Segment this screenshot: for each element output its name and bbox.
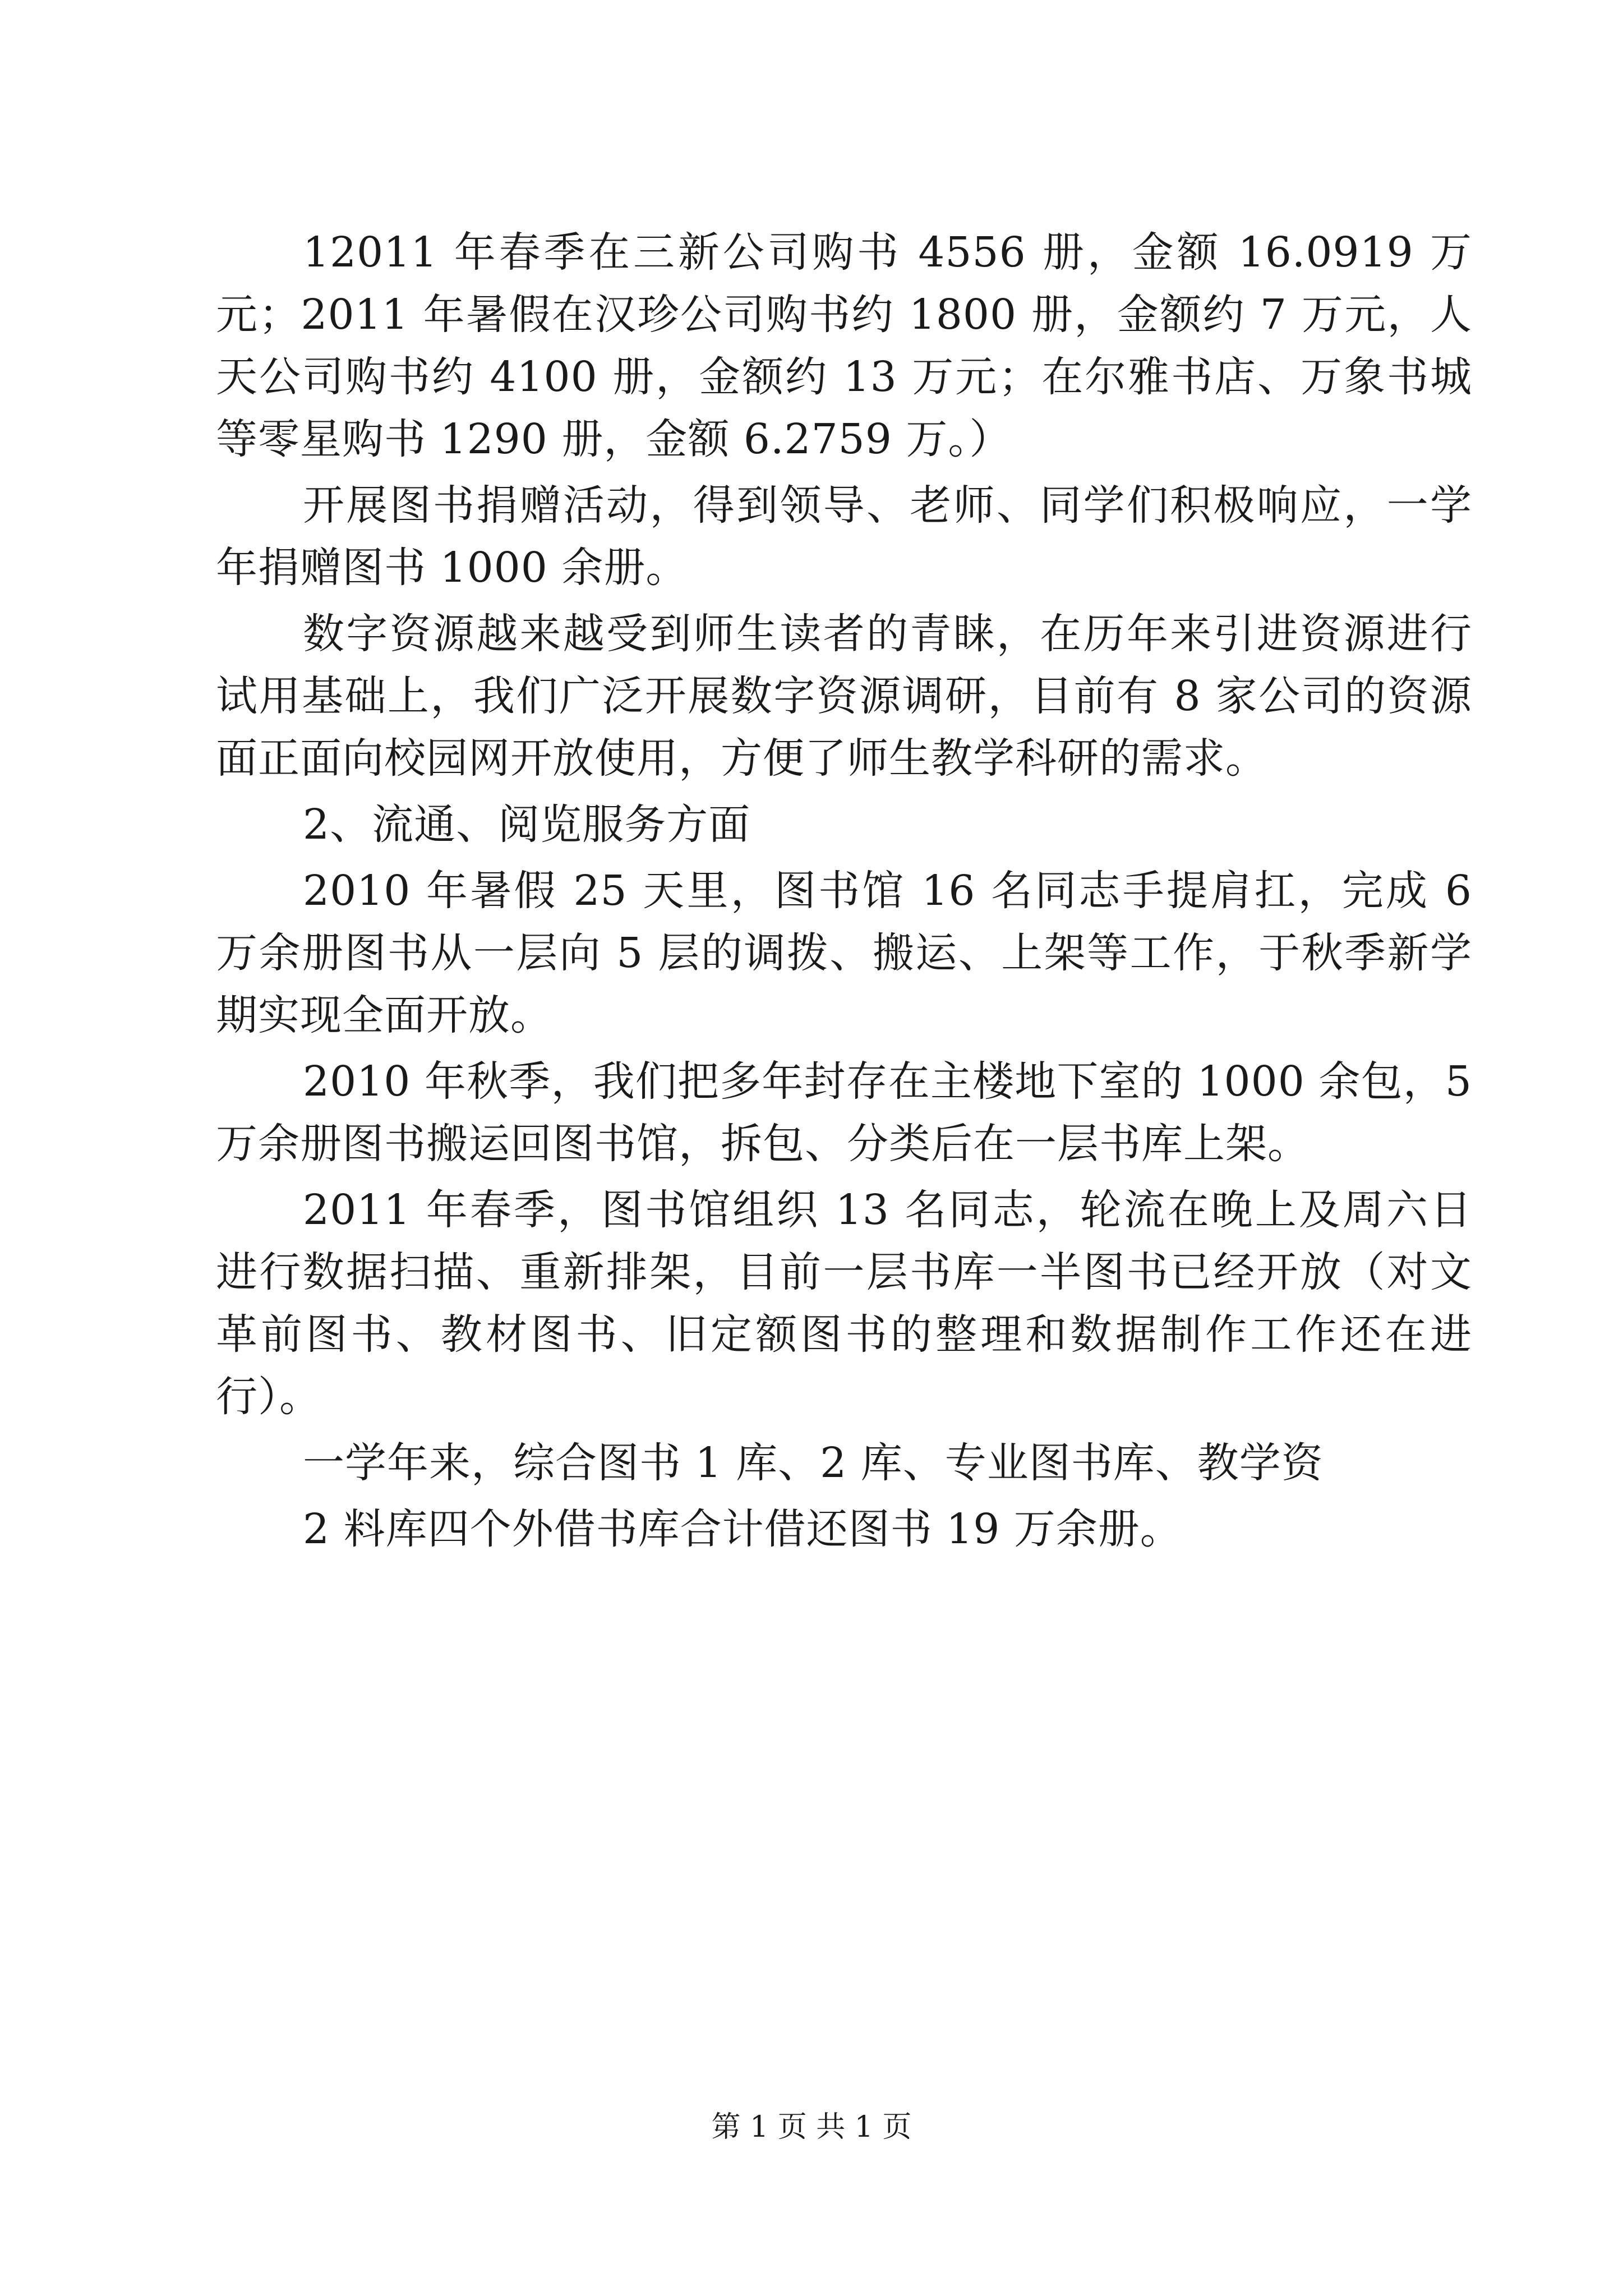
paragraph-academic-year: 一学年来，综合图书 1 库、2 库、专业图书库、教学资: [303, 1439, 1324, 1487]
paragraph-digital-resources: 数字资源越来越受到师生读者的青睐，在历年来引进资源进行试用基础上，我们广泛开展数字资源调研，目前有 8 家公司的资源面正面向校园网开放使用，方便了师生教学科研的需求。: [216, 610, 1472, 783]
paragraph-spring-2011: 2011 年春季，图书馆组织 13 名同志，轮流在晚上及周六日进行数据扫描、重新排架，目前一层书库一半图书已经开放（对文革前图书、教材图书、旧定额图书的整理和数据制作工作还在进行）。: [216, 1186, 1472, 1421]
page-footer: 第 1 页 共 1 页: [711, 2110, 912, 2144]
paragraph-summer-2010: 2010 年暑假 25 天里，图书馆 16 名同志手提肩扛，完成 6 万余册图书从一层向 5 层的调拨、搬运、上架等工作，于秋季新学期实现全面开放。: [216, 867, 1472, 1039]
paragraph-autumn-2010: 2010 年秋季，我们把多年封存在主楼地下室的 1000 余包，5 万余册图书搬运回图书馆，拆包、分类后在一层书库上架。: [216, 1057, 1472, 1168]
paragraph-book-donation: 开展图书捐赠活动，得到领导、老师、同学们积极响应，一学年捐赠图书 1000 余册。: [216, 481, 1472, 592]
section-heading-circulation: 2、流通、阅览服务方面: [303, 800, 751, 849]
document-body: [216, 222, 1472, 1565]
paragraph-book-purchases: 12011 年春季在三新公司购书 4556 册，金额 16.0919 万元；2011 年暑假在汉珍公司购书约 1800 册，金额约 7 万元，人天公司购书约 4100 册，金额约 13 万元；在尔雅书店、万象书城等零星购书 1290 册，金额 6.2759 万。）: [216, 228, 1472, 463]
paragraph-lending-total: 2 料库四个外借书库合计借还图书 19 万余册。: [303, 1505, 1182, 1553]
